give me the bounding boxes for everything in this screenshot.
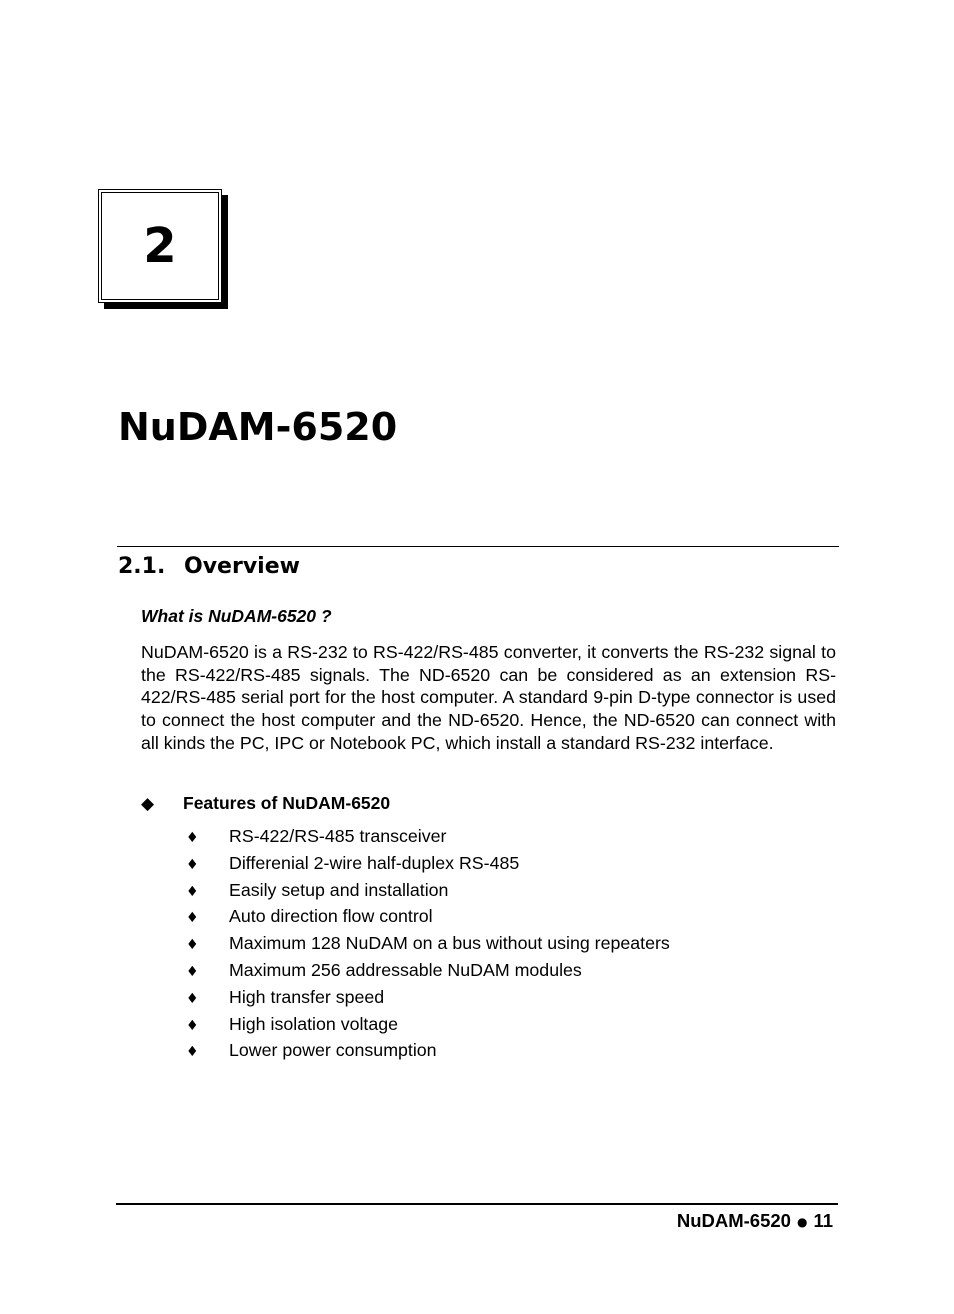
- diamond-bullet-icon: ♦: [186, 963, 199, 980]
- bullet-icon: ●: [796, 1215, 808, 1229]
- feature-text: Auto direction flow control: [229, 906, 433, 927]
- list-item: [186, 904, 670, 931]
- feature-text: RS-422/RS-485 transceiver: [229, 826, 447, 846]
- feature-text: High transfer speed: [229, 986, 385, 1007]
- footer-divider: [116, 1203, 838, 1205]
- diamond-bullet-icon: ♦: [186, 990, 199, 1007]
- overview-paragraph: NuDAM-6520 is a RS-232 to RS-422/RS-485 converter, it converts the RS-232 signal to the RS-422/RS-485 signals. The ND-6520 can be considered as an extension RS-422/RS-485 serial port for the host computer. A standard 9-pin D-type connector is used to connect the host computer and the ND-6520. Hence, the ND-6520 can connect with all kinds the PC, IPC or Notebook PC, which install a standard RS-232 interface.: [141, 642, 836, 753]
- feature-text: Maximum 256 addressable NuDAM modules: [229, 959, 582, 980]
- list-item: [186, 1038, 670, 1065]
- features-heading-label: Features of NuDAM-6520: [183, 793, 391, 813]
- feature-list: [186, 824, 670, 1065]
- features-heading: [141, 792, 390, 815]
- section-number: 2.1.: [118, 554, 166, 579]
- diamond-bullet-icon: ♦: [186, 910, 199, 927]
- diamond-bullet-icon: ♦: [186, 1044, 199, 1061]
- list-item: [186, 931, 670, 958]
- page-number: 11: [813, 1210, 833, 1231]
- list-item: [186, 985, 670, 1012]
- page-footer: [677, 1209, 833, 1235]
- diamond-bullet-icon: ♦: [186, 883, 199, 900]
- feature-text: Maximum 128 NuDAM on a bus without using repeaters: [229, 933, 670, 954]
- feature-text: High isolation voltage: [229, 1013, 399, 1034]
- list-item: [186, 824, 670, 851]
- feature-text: Differenial 2-wire half-duplex RS-485: [229, 852, 520, 873]
- chapter-number: 2: [143, 218, 177, 274]
- diamond-bullet-icon: ◆: [141, 794, 155, 814]
- chapter-title: NuDAM-6520: [118, 405, 398, 449]
- feature-text: Lower power consumption: [229, 1040, 437, 1061]
- section-title: Overview: [184, 554, 300, 579]
- diamond-bullet-icon: ♦: [186, 856, 199, 873]
- diamond-bullet-icon: ♦: [186, 1017, 199, 1034]
- list-item: [186, 1012, 670, 1039]
- feature-text: Easily setup and installation: [229, 879, 449, 900]
- diamond-bullet-icon: ♦: [186, 830, 199, 846]
- list-item: [186, 878, 670, 905]
- footer-title: NuDAM-6520: [676, 1210, 791, 1231]
- diamond-bullet-icon: ♦: [186, 937, 199, 954]
- subheading: What is NuDAM-6520 ?: [141, 606, 332, 626]
- list-item: [186, 958, 670, 985]
- section-heading: [118, 552, 300, 582]
- chapter-number-box: [98, 189, 222, 303]
- list-item: [186, 851, 670, 878]
- section-divider: [117, 546, 839, 547]
